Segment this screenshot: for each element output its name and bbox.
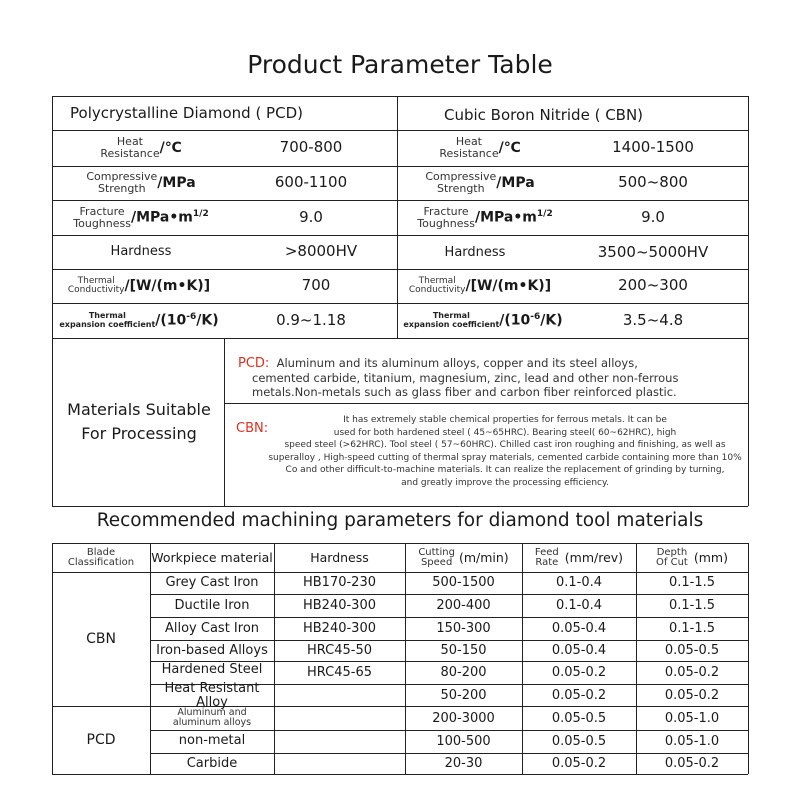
rule bbox=[52, 774, 748, 775]
rec-title: Recommended machining parameters for diamond tool materials bbox=[96, 510, 704, 531]
label-line: Conductivity bbox=[67, 285, 125, 295]
row-depth: 0.05-0.2 bbox=[664, 665, 720, 681]
col-header-speed bbox=[405, 544, 522, 572]
param-label-hardness-cbn: Hardness bbox=[444, 245, 506, 261]
pcd-value: 700 bbox=[301, 276, 331, 295]
cbn-header-text: Cubic Boron Nitride bbox=[444, 106, 590, 124]
label-line: Heat bbox=[116, 135, 143, 149]
row-depth: 0.05-1.0 bbox=[664, 734, 720, 750]
param-unit-sup: -6 bbox=[186, 311, 197, 322]
cbn-text-line: speed steel (>62HRC). Tool steel ( 57~60HRC). Chilled cast iron roughing and finishing, as well as bbox=[284, 440, 726, 450]
pcd-value: >8000HV bbox=[284, 242, 358, 261]
row-hardness bbox=[274, 707, 405, 730]
param-label-hardness-pcd: Hardness bbox=[110, 244, 172, 260]
materials-label-line: For Processing bbox=[81, 424, 197, 443]
cbn-value: 9.0 bbox=[641, 207, 665, 226]
rule bbox=[52, 506, 748, 507]
col-header-blade bbox=[52, 544, 150, 572]
label-line: Resistance bbox=[100, 147, 160, 160]
param-unit-tail: /K) bbox=[540, 312, 563, 329]
col-header-hardness: Hardness bbox=[310, 550, 369, 566]
col-header-feed bbox=[522, 544, 636, 572]
pcd-header-abbr: ( PCD) bbox=[255, 104, 303, 122]
row-depth: 0.05-0.5 bbox=[664, 642, 720, 658]
row-hardness: HRC45-50 bbox=[306, 642, 372, 658]
label-line: Strength bbox=[98, 182, 146, 195]
param-unit: /(10 bbox=[499, 312, 531, 329]
row-workpiece: Heat Resistant Alloy bbox=[164, 680, 260, 710]
row-speed: 50-200 bbox=[440, 687, 487, 703]
pcd-tag: PCD: bbox=[238, 356, 270, 371]
param-label-expansion-pcd bbox=[53, 304, 225, 337]
rule bbox=[224, 338, 225, 506]
cbn-text-line: and greatly improve the processing efficiency. bbox=[401, 477, 609, 488]
param-unit: /MPa bbox=[157, 174, 196, 191]
row-hardness: HB240-300 bbox=[302, 598, 376, 614]
rule bbox=[748, 543, 749, 774]
param-unit: /[W/(m•K)] bbox=[124, 277, 211, 294]
cbn-text-line: superalloy , High-speed cutting of thermal spray materials, cemented carbide containing more than 10% bbox=[268, 452, 742, 463]
label-line: Thermal bbox=[88, 311, 126, 321]
row-feed: 0.05-0.4 bbox=[551, 621, 607, 637]
row-workpiece: Grey Cast Iron bbox=[165, 575, 259, 591]
label-line: Heat bbox=[455, 135, 482, 149]
header-line: Blade bbox=[86, 546, 116, 558]
rule bbox=[224, 403, 748, 404]
row-feed: 0.05-0.2 bbox=[551, 687, 607, 703]
cbn-text-line: used for both hardened steel ( 45~65HRC). Bearing steel( 60~62HRC), high bbox=[333, 427, 677, 438]
label-line: expansion coefficient bbox=[59, 319, 156, 329]
row-feed: 0.05-0.5 bbox=[551, 734, 607, 750]
pcd-text-line: cemented carbide, titanium, magnesium, zinc, lead and other non-ferrous bbox=[252, 371, 679, 385]
param-unit: /℃ bbox=[498, 139, 521, 156]
param-unit: /℃ bbox=[159, 139, 182, 156]
header-line: Classification bbox=[67, 557, 135, 568]
pcd-header bbox=[70, 104, 303, 122]
label-line: expansion coefficient bbox=[403, 319, 500, 329]
group-cbn: CBN bbox=[86, 631, 116, 648]
cbn-tag: CBN: bbox=[236, 421, 269, 436]
row-speed: 150-300 bbox=[436, 621, 491, 637]
row-hardness bbox=[274, 731, 405, 753]
row-feed: 0.05-0.2 bbox=[551, 665, 607, 681]
param-unit: /(10 bbox=[155, 312, 187, 329]
param-label-heat-pcd bbox=[56, 131, 226, 165]
label-line: Resistance bbox=[439, 147, 499, 160]
param-unit: /MPa•m bbox=[474, 209, 537, 226]
row-speed: 100-500 bbox=[436, 734, 491, 750]
label-line: Toughness bbox=[417, 216, 475, 230]
row-depth: 0.1-1.5 bbox=[668, 598, 716, 614]
row-workpiece: Hardened Steel bbox=[161, 662, 263, 678]
label-line: Thermal bbox=[77, 275, 115, 286]
row-feed: 0.1-0.4 bbox=[555, 575, 603, 591]
header-line: Depth bbox=[656, 546, 688, 558]
label-line: Thermal bbox=[432, 311, 470, 321]
param-unit: /MPa bbox=[496, 174, 535, 191]
header-unit: (mm/rev) bbox=[564, 550, 624, 566]
param-unit-sup: 1/2 bbox=[192, 208, 209, 219]
row-hardness: HRC45-65 bbox=[306, 665, 372, 681]
label-line: Strength bbox=[437, 182, 485, 195]
param-label-conductivity-cbn bbox=[400, 270, 560, 302]
row-depth: 0.1-1.5 bbox=[668, 621, 716, 637]
header-line: Speed bbox=[420, 557, 453, 568]
pcd-value: 9.0 bbox=[299, 207, 323, 226]
row-depth: 0.1-1.5 bbox=[668, 575, 716, 591]
row-workpiece bbox=[150, 706, 274, 730]
cbn-value: 200~300 bbox=[618, 276, 688, 295]
param-label-conductivity-pcd bbox=[54, 270, 224, 302]
group-pcd: PCD bbox=[86, 732, 116, 749]
label-line: Compressive bbox=[425, 170, 497, 184]
param-label-fracture-cbn bbox=[400, 201, 570, 234]
page-title: Product Parameter Table bbox=[247, 50, 553, 79]
row-workpiece: non-metal bbox=[178, 733, 246, 749]
cbn-value: 500~800 bbox=[618, 173, 688, 192]
row-feed: 0.1-0.4 bbox=[555, 598, 603, 614]
cbn-text-line: It has extremely stable chemical properties for ferrous metals. It can be bbox=[343, 415, 667, 425]
header-unit: (m/min) bbox=[458, 550, 509, 566]
row-workpiece: Ductile Iron bbox=[174, 598, 250, 614]
cbn-header-abbr: ( CBN) bbox=[594, 106, 644, 124]
header-line: Cutting bbox=[418, 546, 455, 558]
header-unit: (mm) bbox=[693, 550, 728, 566]
row-workpiece: Alloy Cast Iron bbox=[164, 621, 260, 637]
pcd-materials bbox=[238, 356, 746, 399]
header-line: Rate bbox=[535, 557, 559, 568]
label-line: Compressive bbox=[86, 170, 158, 184]
materials-label bbox=[54, 340, 224, 504]
label-line: Conductivity bbox=[408, 285, 466, 295]
param-unit: /MPa•m bbox=[130, 209, 193, 226]
row-speed: 200-3000 bbox=[432, 710, 495, 726]
row-hardness bbox=[274, 685, 405, 706]
row-speed: 50-150 bbox=[440, 642, 487, 658]
rule bbox=[52, 338, 748, 339]
row-hardness: HB170-230 bbox=[302, 575, 376, 591]
row-feed: 0.05-0.5 bbox=[551, 710, 607, 726]
row-speed: 20-30 bbox=[444, 756, 483, 772]
param-label-fracture-pcd bbox=[56, 201, 226, 234]
param-label-expansion-cbn bbox=[398, 304, 568, 337]
cbn-value: 3500~5000HV bbox=[597, 243, 709, 262]
pcd-header-text: Polycrystalline Diamond bbox=[70, 104, 251, 122]
pcd-value: 700-800 bbox=[279, 138, 343, 157]
label-line: Fracture bbox=[79, 204, 125, 218]
row-feed: 0.05-0.4 bbox=[551, 642, 607, 658]
row-speed: 80-200 bbox=[440, 665, 487, 681]
header-line: Of Cut bbox=[656, 557, 688, 568]
label-line: Toughness bbox=[73, 216, 131, 230]
row-depth: 0.05-0.2 bbox=[664, 756, 720, 772]
param-unit-sup: 1/2 bbox=[536, 208, 553, 219]
param-unit-tail: /K) bbox=[196, 312, 219, 329]
rule bbox=[52, 96, 53, 506]
row-hardness: HB240-300 bbox=[302, 621, 376, 637]
pcd-text-line: Aluminum and its aluminum alloys, copper and its steel alloys, bbox=[276, 356, 638, 370]
param-unit: /[W/(m•K)] bbox=[465, 277, 552, 294]
label-line: Thermal bbox=[418, 275, 456, 286]
cbn-value: 1400-1500 bbox=[612, 138, 694, 157]
pcd-text-line: metals.Non-metals such as glass fiber and carbon fiber reinforced plastic. bbox=[252, 385, 677, 399]
row-workpiece: Iron-based Alloys bbox=[156, 642, 268, 658]
row-depth: 0.05-0.2 bbox=[664, 687, 720, 703]
param-label-compressive-cbn bbox=[400, 167, 560, 199]
row-depth: 0.05-1.0 bbox=[664, 710, 720, 726]
row-hardness bbox=[274, 754, 405, 774]
workpiece-line: Aluminum and bbox=[177, 707, 247, 719]
param-label-heat-cbn bbox=[400, 131, 560, 165]
workpiece-line: aluminum alloys bbox=[172, 717, 252, 728]
cbn-header bbox=[444, 106, 643, 124]
row-speed: 500-1500 bbox=[432, 575, 495, 591]
param-label-compressive-pcd bbox=[56, 167, 226, 199]
cbn-value: 3.5~4.8 bbox=[622, 310, 684, 329]
col-header-depth bbox=[636, 544, 748, 572]
cbn-materials bbox=[262, 414, 748, 489]
cbn-text-line: Co and other difficult-to-machine materials. It can realize the replacement of grinding by turning, bbox=[285, 465, 725, 475]
rule bbox=[748, 96, 749, 506]
pcd-value: 0.9~1.18 bbox=[276, 310, 346, 329]
param-unit-sup: -6 bbox=[530, 311, 541, 322]
col-header-workpiece: Workpiece material bbox=[151, 550, 273, 566]
pcd-value: 600-1100 bbox=[274, 173, 348, 192]
materials-label-line: Materials Suitable bbox=[67, 400, 211, 419]
row-feed: 0.05-0.2 bbox=[551, 756, 607, 772]
row-workpiece: Carbide bbox=[186, 755, 238, 771]
label-line: Fracture bbox=[423, 204, 469, 218]
rule bbox=[52, 96, 748, 97]
header-line: Feed bbox=[534, 546, 559, 558]
row-speed: 200-400 bbox=[436, 598, 491, 614]
